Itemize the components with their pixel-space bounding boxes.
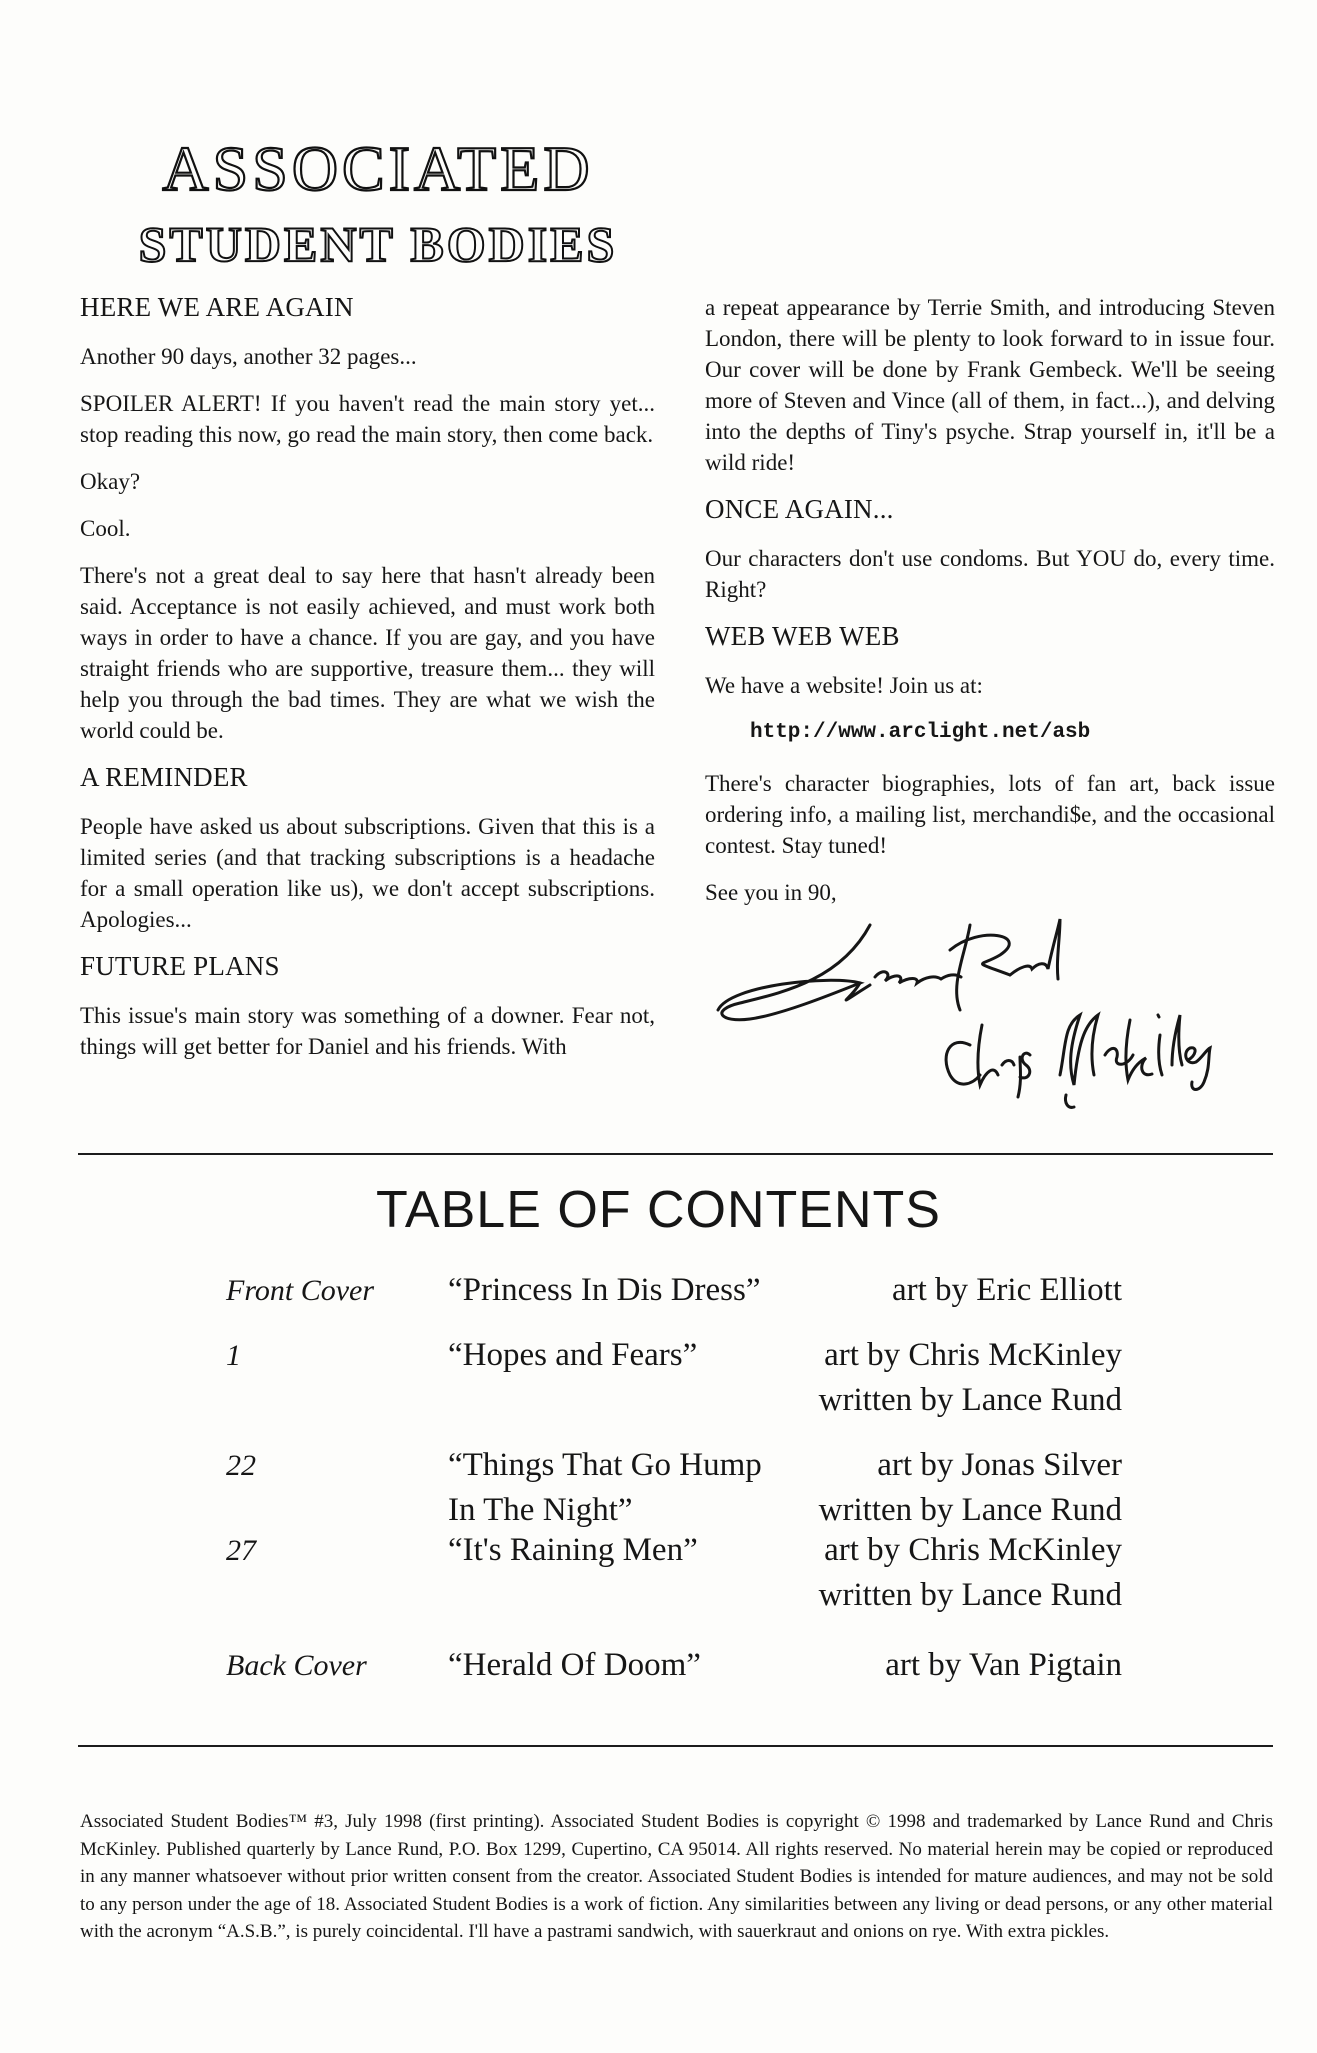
website-url[interactable]: http://www.arclight.net/asb <box>750 721 1091 744</box>
toc-story-line: “Herald Of Doom” <box>448 1647 701 1683</box>
toc-credit-line: written by Lance Rund <box>818 1382 1122 1418</box>
logo-line2: STUDENT BODIES <box>138 216 618 272</box>
divider-top <box>78 1153 1273 1155</box>
toc-credit-line: written by Lance Rund <box>818 1492 1122 1528</box>
toc-credits <box>819 1333 1122 1423</box>
right-column <box>705 292 1275 924</box>
toc-title: TABLE OF CONTENTS <box>376 1181 941 1239</box>
divider-bottom <box>78 1745 1273 1747</box>
toc-story-line: “It's Raining Men” <box>448 1532 698 1568</box>
toc-page: Back Cover <box>226 1649 367 1682</box>
paragraph: People have asked us about subscriptions. Given that this is a limited series (and that tracking subscriptions is a headache for a small operation like us), we don't accept subscriptions. Apologies... <box>80 814 655 932</box>
toc-credits <box>819 1528 1122 1618</box>
paragraph: Cool. <box>80 516 131 541</box>
toc-credits <box>885 1643 1122 1688</box>
toc-credit-line: art by Eric Elliott <box>891 1272 1122 1308</box>
legal-notice: Associated Student Bodies™ #3, July 1998 (first printing). Associated Student Bodies is copyright © 1998 and trademarked by Lance Rund and Chris McKinley. Published quarterly by Lance Rund, P.O. Box 1299, Cupertino, CA 95014. All rights reserved. No material herein may be copied or reproduced in any manner whatsoever without prior written consent from the creator. Associated Student Bodies is intended for mature audiences, and may not be sold to any person under the age of 18. Associated Student Bodies is a work of fiction. Any similarities between any living or dead persons, or any other material with the acronym “A.S.B.”, is purely coincidental. I'll have a pastrami sandwich, with sauerkraut and onions on rye. With extra pickles. <box>80 1811 1273 1942</box>
logo-line1: ASSOCIATED <box>162 133 594 204</box>
toc-page: 22 <box>226 1449 256 1482</box>
toc-story <box>448 1643 808 1688</box>
toc-credits <box>819 1443 1122 1533</box>
toc-credit-line: art by Van Pigtain <box>885 1647 1122 1683</box>
paragraph: Okay? <box>80 469 141 494</box>
section-heading: FUTURE PLANS <box>80 951 280 981</box>
toc-page: 27 <box>226 1534 256 1567</box>
paragraph: There's not a great deal to say here that hasn't already been said. Acceptance is not easily achieved, and must work both ways in order to have a chance. If you are gay, and you have straight friends who are supportive, treasure them... they will help you through the bad times. They are what we wish the world could be. <box>80 563 655 743</box>
section-heading: HERE WE ARE AGAIN <box>80 292 354 322</box>
toc-page: 1 <box>226 1339 241 1372</box>
toc-credits <box>892 1268 1122 1313</box>
paragraph: Our characters don't use condoms. But YOU do, every time. Right? <box>705 546 1275 602</box>
toc-story-line: In The Night” <box>448 1492 633 1528</box>
toc-credit-line: written by Lance Rund <box>818 1577 1122 1613</box>
section-heading: A REMINDER <box>80 762 248 792</box>
paragraph: a repeat appearance by Terrie Smith, and introducing Steven London, there will be plenty to look forward to in issue four. Our cover will be done by Frank Gembeck. We'll be seeing more of Steven and Vince (all of them, in fact...), and delving into the depths of Tiny's psyche. Strap yourself in, it'll be a wild ride! <box>705 295 1275 475</box>
section-heading: WEB WEB WEB <box>705 621 900 651</box>
toc-credit-line: art by Chris McKinley <box>824 1532 1122 1568</box>
left-column <box>80 292 655 1078</box>
toc-credit-line: art by Jonas Silver <box>877 1447 1122 1483</box>
section-heading: ONCE AGAIN... <box>705 494 894 524</box>
toc-story <box>448 1333 808 1378</box>
paragraph: This issue's main story was something of a downer. Fear not, things will get better for Daniel and his friends. With <box>80 1003 655 1059</box>
paragraph: We have a website! Join us at: <box>705 673 983 698</box>
paragraph: There's character biographies, lots of fan art, back issue ordering info, a mailing list, merchandi$e, and the occasional contest. Stay tuned! <box>705 771 1275 858</box>
toc-story <box>448 1443 808 1533</box>
signatures <box>710 915 1250 1130</box>
toc-story <box>448 1528 808 1573</box>
signature-lance-rund <box>718 919 1060 1020</box>
paragraph: See you in 90, <box>705 880 837 905</box>
paragraph: Another 90 days, another 32 pages... <box>80 344 417 369</box>
signature-chris-mckinley <box>946 1015 1210 1107</box>
toc-story-line: “Things That Go Hump <box>448 1447 762 1483</box>
series-logo <box>78 128 678 273</box>
toc-story <box>448 1268 808 1313</box>
paragraph: SPOILER ALERT! If you haven't read the main story yet... stop reading this now, go read the main story, then come back. <box>80 391 655 447</box>
toc-story-line: “Princess In Dis Dress” <box>448 1272 761 1308</box>
toc-page: Front Cover <box>226 1274 375 1307</box>
toc-story-line: “Hopes and Fears” <box>448 1337 698 1373</box>
toc-credit-line: art by Chris McKinley <box>824 1337 1122 1373</box>
